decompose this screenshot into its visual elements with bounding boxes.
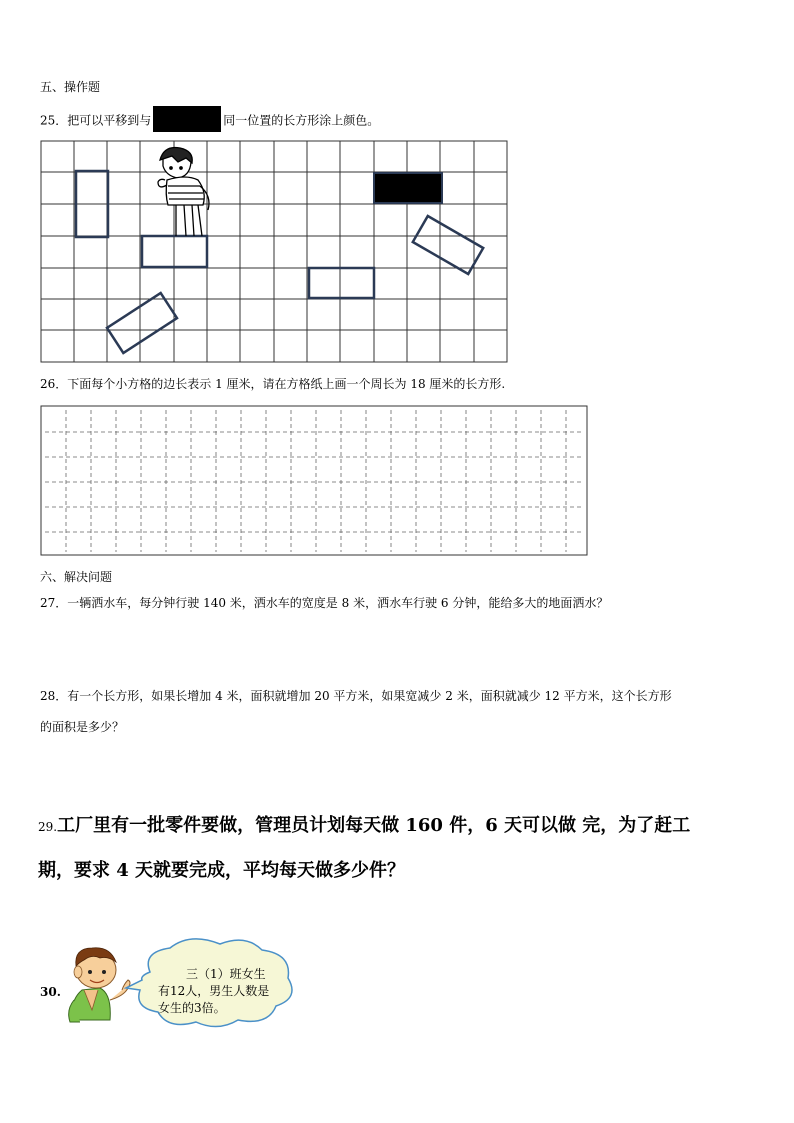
q29-number: 29.	[38, 820, 58, 834]
bubble-line-3: 女生的3倍。	[158, 1001, 226, 1015]
bubble-line-2: 有12人，男生人数是	[158, 984, 270, 998]
q25-text-before: 把可以平移到与	[67, 113, 152, 128]
speech-bubble-text	[158, 966, 288, 1017]
question-27: 27．一辆洒水车，每分钟行驶 140 米，洒水车的宽度是 8 米，洒水车行驶 6 分钟，能给多大的地面洒水？	[40, 596, 609, 610]
q25-text-after: 同一位置的长方形涂上颜色。	[223, 113, 380, 128]
question-28-line-2: 的面积是多少？	[40, 720, 125, 734]
bubble-line-1: 三（1）班女生	[186, 967, 266, 981]
section-5-title: 五、操作题	[40, 80, 101, 94]
question-26: 26．下面每个小方格的边长表示 1 厘米，请在方格纸上画一个周长为 18 厘米的长方形.	[40, 377, 506, 391]
q25-number: 25．	[40, 113, 68, 128]
question-30-number: 30.	[40, 985, 61, 999]
section-6-title: 六、解决问题	[40, 570, 113, 584]
question-28-line-1: 28．有一个长方形，如果长增加 4 米，面积就增加 20 平方米，如果宽减少 2 米，面积就减少 12 平方米，这个长方形	[40, 689, 672, 703]
boy-pointing-illustration	[69, 948, 130, 1022]
q29-line-2: 期，要求 4 天就要完成，平均每天做多少件？	[38, 860, 406, 881]
q29-line-1: 工厂里有一批零件要做，管理员计划每天做 160 件，6 天可以做 完，为了赶工	[57, 815, 691, 836]
